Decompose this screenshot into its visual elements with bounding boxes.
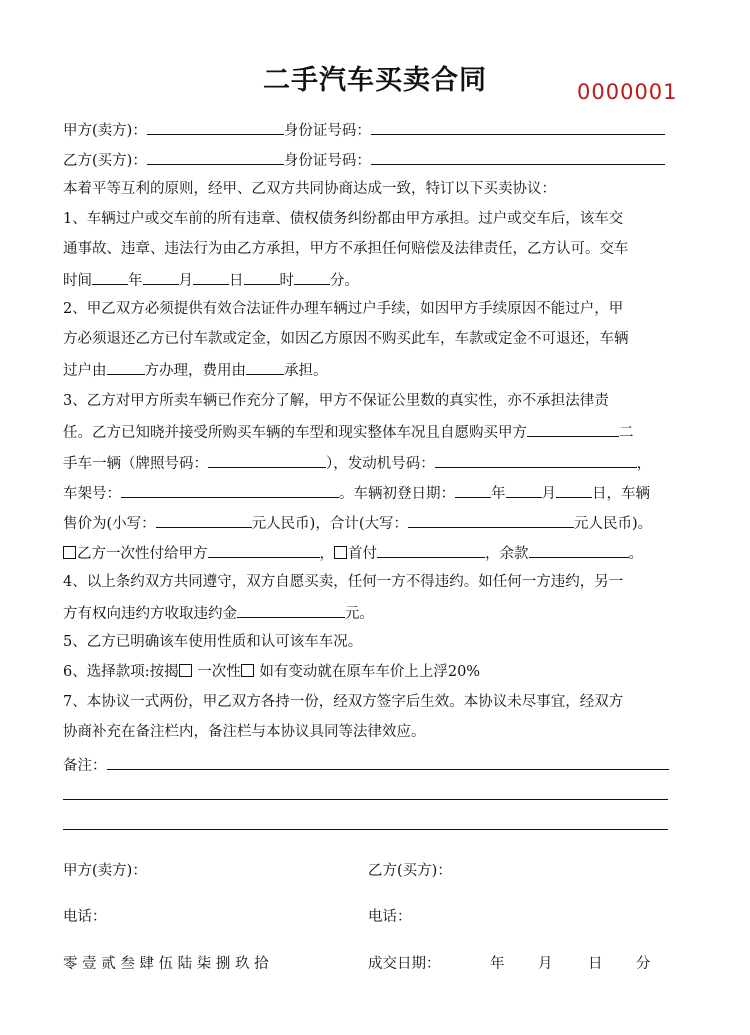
remarks-line [63, 753, 669, 775]
seller-name-field[interactable] [527, 420, 619, 437]
clause-3-line-1: 3、乙方对甲方所卖车辆已作充分了解，甲方不保证公里数的真实性，亦不承担法律责 [63, 393, 609, 409]
vin-label: 车架号： [63, 486, 121, 502]
clause-1-line-3 [63, 268, 359, 290]
clause-2-line-3 [63, 358, 328, 380]
day-label: 日 [229, 273, 244, 289]
chinese-numerals: 零 壹 贰 叁 肆 伍 陆 柒 捌 玖 拾 [63, 956, 269, 972]
remarks-field-2[interactable] [63, 799, 668, 800]
comma: ， [636, 456, 652, 472]
register-month-field[interactable] [506, 481, 542, 498]
hour-label: 时 [279, 273, 294, 289]
yuan-label: 元。 [345, 606, 374, 622]
register-year-field[interactable] [455, 481, 491, 498]
phone-party-b: 电话： [368, 909, 412, 925]
clause-1-line-1: 1、车辆过户或交车前的所有违章、债权债务纠纷都由甲方承担。过户或交车后，该车交 [63, 211, 624, 227]
party-b-line [63, 148, 665, 170]
clause-3-text-end: 二 [619, 425, 634, 441]
full-payment-field[interactable] [208, 541, 320, 558]
deal-month-label: 月 [538, 956, 553, 972]
register-date-label: 。车辆初登日期： [339, 486, 455, 502]
vin-field[interactable] [121, 481, 339, 498]
day-label: 日，车辆 [592, 486, 650, 502]
month-label: 月 [178, 273, 193, 289]
year-label: 年 [491, 486, 506, 502]
penalty-field[interactable] [237, 601, 345, 618]
delivery-minute-field[interactable] [294, 268, 330, 285]
engine-number-field[interactable] [435, 451, 637, 468]
clause-7-line-1: 7、本协议一式两份，甲乙双方各持一份，经双方签字后生效。本协议未尽事宜，经双方 [63, 694, 624, 710]
delivery-time-label: 时间 [63, 273, 92, 289]
delivery-month-field[interactable] [143, 268, 179, 285]
year-label: 年 [128, 273, 143, 289]
balance-label: ，余款 [485, 546, 529, 562]
clause-3-line-3 [63, 451, 651, 473]
penalty-label: 方有权向违约方收取违约金 [63, 606, 237, 622]
clause-6 [63, 661, 480, 683]
deal-year-label: 年 [490, 956, 505, 972]
period: 。 [628, 546, 643, 562]
fee-by-label: 方办理，费用由 [144, 363, 246, 379]
month-label: 月 [541, 486, 556, 502]
party-a-line [63, 118, 665, 140]
party-b-id-field[interactable] [371, 148, 665, 165]
remarks-field-1[interactable] [107, 753, 669, 770]
plate-number-field[interactable] [208, 451, 326, 468]
party-a-id-label: 身份证号码： [283, 123, 371, 139]
deal-minute-label: 分 [636, 956, 651, 972]
party-b-id-label: 身份证号码： [283, 153, 371, 169]
contract-title: 二手汽车买卖合同 [263, 65, 487, 96]
comma: ， [319, 546, 334, 562]
bear-label: 承担。 [284, 363, 328, 379]
clause-5: 5、乙方已明确该车使用性质和认可该车车况。 [63, 634, 363, 650]
clause-4-line-2 [63, 601, 374, 623]
clause-4-line-1: 4、以上条约双方共同遵守，双方自愿买卖，任何一方不得违约。如任何一方违约，另一 [63, 574, 624, 590]
plate-label: 手车一辆（牌照号码： [63, 456, 208, 472]
register-day-field[interactable] [556, 481, 592, 498]
remarks-field-3[interactable] [63, 829, 668, 830]
down-payment-field[interactable] [377, 541, 485, 558]
loan-option-label: 6、选择款项:按揭 [63, 664, 179, 680]
sign-party-b: 乙方(买方)： [368, 863, 452, 879]
sign-party-a: 甲方(卖方)： [63, 863, 147, 879]
clause-2-line-2: 方必须退还乙方已付车款或定金，如因乙方原因不购买此车，车款或定金不可退还，车辆 [63, 331, 629, 347]
minute-label: 分。 [330, 273, 359, 289]
down-payment-checkbox[interactable] [334, 546, 347, 559]
fee-party-field[interactable] [246, 358, 284, 375]
clause-1-line-2: 通事故、违章、违法行为由乙方承担，甲方不承担任何赔偿及法律责任，乙方认可。交车 [63, 241, 629, 257]
party-b-name-field[interactable] [147, 148, 284, 165]
price-total-label: 元人民币)，合计(大写： [251, 516, 408, 532]
remarks-label: 备注： [63, 758, 107, 774]
full-payment-checkbox[interactable] [63, 546, 76, 559]
delivery-day-field[interactable] [193, 268, 229, 285]
currency-label: 元人民币)。 [574, 516, 653, 532]
phone-party-a: 电话： [63, 909, 107, 925]
clause-2-line-1: 2、甲乙双方必须提供有效合法证件办理车辆过户手续，如因甲方手续原因不能过户，甲 [63, 301, 624, 317]
one-time-option-label: 一次性 [192, 664, 241, 680]
party-a-name-field[interactable] [147, 118, 284, 135]
deal-day-label: 日 [588, 956, 603, 972]
engine-label: ），发动机号码： [326, 456, 435, 472]
one-time-option-checkbox[interactable] [241, 664, 254, 677]
transfer-by-label: 过户由 [63, 363, 107, 379]
clause-3-text: 任。乙方已知晓并接受所购买车辆的车型和现实整体车况且自愿购买甲方 [63, 425, 527, 441]
price-change-note: 如有变动就在原车车价上上浮20% [254, 664, 481, 680]
balance-field[interactable] [529, 541, 629, 558]
transfer-party-field[interactable] [107, 358, 145, 375]
deal-date-label: 成交日期： [368, 956, 441, 972]
delivery-year-field[interactable] [92, 268, 128, 285]
clause-3-line-5 [63, 511, 652, 533]
serial-number: 0000001 [577, 80, 678, 104]
price-small-field[interactable] [156, 511, 252, 528]
full-payment-label: 乙方一次性付给甲方 [77, 546, 208, 562]
intro-text: 本着平等互利的原则，经甲、乙双方共同协商达成一致，特订以下买卖协议： [63, 181, 556, 197]
price-small-label: 售价为(小写： [63, 516, 156, 532]
clause-7-line-2: 协商补充在备注栏内，备注栏与本协议具同等法律效应。 [63, 724, 426, 740]
loan-option-checkbox[interactable] [179, 664, 192, 677]
delivery-hour-field[interactable] [244, 268, 280, 285]
down-payment-label: 首付 [348, 546, 377, 562]
price-total-field[interactable] [408, 511, 574, 528]
party-a-id-field[interactable] [371, 118, 665, 135]
clause-3-line-6 [63, 541, 643, 563]
party-a-label: 甲方(卖方)： [63, 123, 147, 139]
clause-3-line-4 [63, 481, 650, 503]
party-b-label: 乙方(买方)： [63, 153, 147, 169]
clause-3-line-2 [63, 420, 634, 442]
